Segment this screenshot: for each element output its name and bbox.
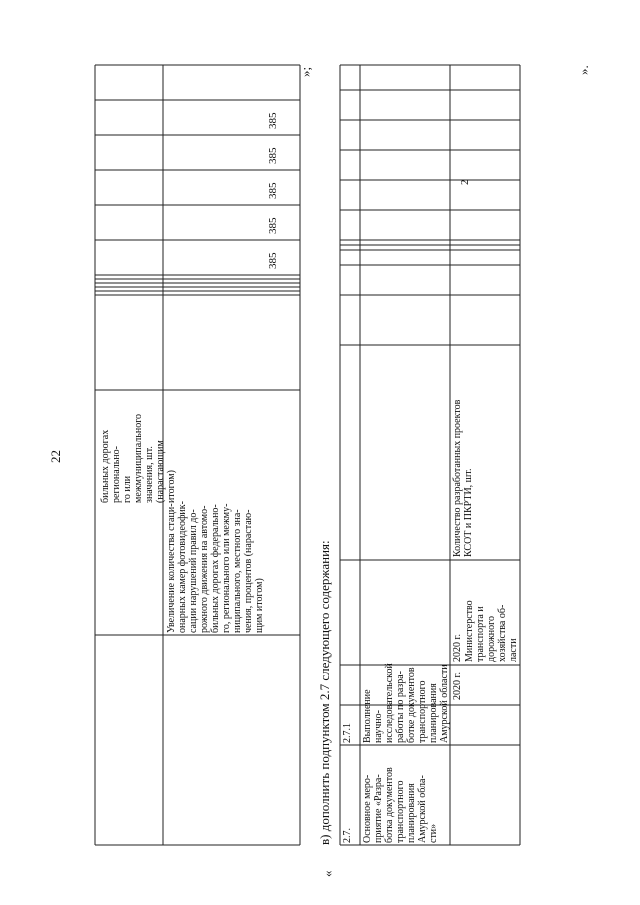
upper-row2-value-3: 385 (267, 182, 279, 199)
lower-row1-name: Основное меро- приятие «Разра- ботка документов транспортного планирования Амурской обла- сти» (362, 767, 439, 843)
open-quote: « (320, 870, 335, 877)
close-quote-upper: »; (298, 66, 313, 77)
lower-row2-indicator: Количество разработанных проектов КСОТ и ПКРТИ, шт. (452, 399, 474, 557)
upper-row1-indicator: бильных дорогах регионально- го или межмуниципального значения, шт. (нарастающим итогом) (100, 413, 177, 503)
upper-row2-value-2: 385 (267, 217, 279, 234)
upper-row2-value-4: 385 (267, 147, 279, 164)
instruction-text: в) дополнить подпунктом 2.7 следующего содержания: (317, 540, 332, 845)
upper-row2-value-1: 385 (267, 252, 279, 269)
lower-row2-num: 2.7.1 (342, 723, 353, 743)
close-quote-lower: ». (576, 65, 591, 75)
lower-row2-value: 2 (459, 179, 471, 185)
lower-row1-num: 2.7. (342, 828, 353, 843)
upper-row2-value-5: 385 (267, 112, 279, 129)
lower-row2-start: 2020 г. (452, 672, 463, 700)
lower-row2-end: 2020 г. (452, 634, 463, 662)
lower-row2-executor: Министерство транспорта и дорожного хозяйства об- ласти (464, 600, 519, 662)
lower-row2-name: Выполнение научно- исследовательской работы по разра- ботке документов транспортного планирования Амурской области (362, 663, 450, 743)
upper-row2-indicator: Увеличение количества стаци- онарных камер фотовидеофик- сации нарушений правил до- рожного движения на автомо- бильных дорогах федерально- го, регионального или межму- ниципального, местного зна- чения, процентов (нарастаю- щим итогом) (166, 501, 265, 633)
page-number: 22 (48, 450, 63, 463)
